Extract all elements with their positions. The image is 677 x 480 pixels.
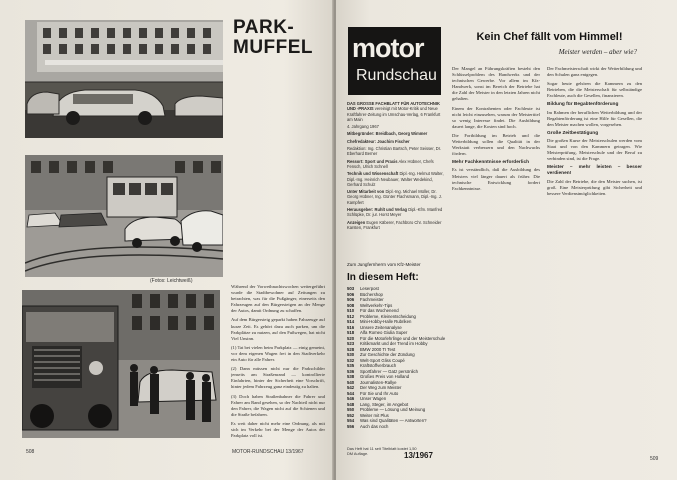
toc-item[interactable]: 508 Weltverkehr-Tips: [347, 302, 393, 308]
paragraph: Der Fachmeisterschaft wirkt der Weiterbildung und den Schulen ganz entgegen.: [547, 66, 642, 78]
imprint-entry: Technik und Wissenschaft Dipl.-Ing. Helmut Walter, Dipl.-Ing. Heinrich Neubauer, Walter Wedekind, Gerhard Schulz: [347, 171, 444, 187]
toc-item[interactable]: 542 Der Weg zum Meister: [347, 385, 402, 390]
paragraph: Im Rahmen der beruflichen Weiterbildung und der Begabtenförderung ist eine Hilfe für Gesellen, die den Meister machen wollen, vorgesehen.: [547, 109, 642, 127]
paragraph: (2) Dann müssen nicht nur die Parkschilder jenseits am Straßenrand — kontrollierte Einfahrten, hinter der Sicherheit eine Vorschrift, hinter jedem Fahrzeug ganz eindeutig zu halten.: [231, 366, 325, 390]
photo-credit: (Fotos: Leichtweiß): [150, 278, 193, 284]
article-title: Kein Chef fällt vom Himmel!: [476, 31, 623, 43]
article-column-1: [452, 66, 540, 451]
toc-item[interactable]: 530 Zur Geschichte der Zündung: [347, 352, 415, 357]
toc-item[interactable]: 506 Büchershop: [347, 291, 383, 297]
headline-line-2: MUFFEL: [233, 37, 314, 58]
toc-item[interactable]: 544 Für Sie und Ihr Auto: [347, 390, 399, 396]
toc-item[interactable]: 514 Mini-Hobby-Halle Rubriken: [347, 319, 412, 324]
imprint-entry: Chefredakteur: Joachim Fischer: [347, 138, 410, 144]
toc-item[interactable]: 548 Lang, Steger, im Angebot: [347, 401, 409, 407]
paragraph: Es weit daher nicht mehr eine Ordnung, als mit sich im Verkehr bei der Menge der Autos der Parkplatz voll ist.: [231, 420, 325, 439]
masthead-motor: motor: [352, 33, 424, 63]
left-page: [0, 0, 334, 480]
imprint-entry: Ressort: Sport und Praxis Alex Hübner, Chefs Fensch, Ulrich Schnell: [347, 158, 434, 169]
headline-line-1: PARK-: [233, 17, 295, 38]
page-number-left: 508: [26, 449, 35, 455]
toc-item[interactable]: 536 Sportfahrer — Gatz persönlich: [347, 368, 419, 374]
toc-item[interactable]: 552 Weiter mit Plus: [347, 412, 389, 418]
paragraph: Auf dem Bürgersteig geparkt haben Fahrzeuge auf kurze Zeit. Es gehört dazu auch parken, um die Parkplätze zu nutzen, auf den Fußwegen, hat nicht Viel Unsinn.: [231, 317, 325, 341]
paragraph: Die großen Kurse der Meisterschulen werden vom Staat und von den Kammern getragen. Wie Meisterprüfung, Meisterschule und der Beruf zu verbinden sind, ist die Frage.: [547, 137, 642, 162]
imprint-entry: Anzeigen Eugen Käberer, Fachbüro Chr. Schneider Karsten, Frankfurt: [347, 219, 442, 230]
toc-item[interactable]: 503 Leserpost: [347, 286, 379, 291]
photo-parked-cars-street: [25, 20, 223, 138]
article-headline: [233, 18, 323, 58]
issue-number: 13/1967: [404, 451, 433, 460]
toc-item[interactable]: 556 Auch das noch: [347, 423, 389, 429]
imprint-block: [347, 101, 444, 251]
section-heading: Große Zeitbestätigung: [547, 130, 599, 136]
toc-item[interactable]: 532 Welt-Sport Gliss Coupé: [347, 357, 405, 363]
paragraph: (1) Tat bei vielen beim Parkplatz — einig gemeint, vor dem eigenen Wagen frei in den Stadtverkehr ein Auto für alle Fahrer.: [231, 344, 325, 363]
toc-item[interactable]: 506 Fachmeister: [347, 297, 384, 302]
toc-item[interactable]: 550 Probleme — Lösung und Meinung: [347, 407, 426, 412]
masthead-rundschau: Rundschau: [356, 67, 437, 84]
photo-tram-and-cars: [25, 155, 223, 277]
section-heading: Meister – mehr leisten – besser verdienen!: [547, 165, 642, 177]
toc-item[interactable]: 546 Unser Wagen: [347, 396, 387, 401]
paragraph: Während der Vorweihnachtswochen weitergeführt wurde die Stadtbewohner auf Zeitungen zu betrachten, was für die Fußgänger, einerseits den Fahrzeugen auf den Bürgersteigen an der Menge der Autos, damit Ordnung zu schaffen.: [231, 284, 325, 314]
section-heading: Mehr Fachkenntnisse erforderlich: [452, 160, 530, 166]
table-of-contents: [347, 286, 447, 429]
toc-item[interactable]: 540 Journalisten-Rallye: [347, 379, 397, 385]
imprint-entry: Herausgeber: Ruhlt und Verlag Dipl.-Kfm. Manfred Schlüpke, Dr. jur. Horst Meyer: [347, 207, 443, 218]
issue-note: Das Heft hat 11 seit Titelblatt kostet 1,50 DM Auflage.: [347, 446, 417, 456]
toc-item[interactable]: 520 Für die Motorlehrlinge und der Meisterschule: [347, 335, 446, 341]
toc-item[interactable]: 510 Für das Wochenend: [347, 308, 399, 313]
article-subtitle: Meister werden – aber wie?: [558, 48, 637, 56]
toc-item[interactable]: 518 Alfa Romeo Giulia Super: [347, 330, 408, 335]
toc-item[interactable]: 523 Kritikmarkt und der Trend im Hobby: [347, 341, 428, 346]
section-heading: Bildung für Begabtenförderung: [547, 102, 619, 108]
toc-item[interactable]: 528 BMW 2000 TI Test: [347, 346, 396, 352]
toc-item[interactable]: 554 Was sind Qualitäten — Antworten?: [347, 418, 427, 423]
imprint-entry: DAS GROSSE FACHBLATT FÜR AUTOTECHNIK UND -PRAXIS vereinigt mit Motor-Kritik und Neue Kraftfahrer-Zeitung im Umschau-Verlag, 6 Frankfurt am Main: [347, 101, 441, 122]
paragraph: Einem der Kontrahenten oder Fachleute ist nicht leicht einzusehen, warum der Meistertitel so wenig Interesse findet. Die Ausbildung dauert lange, die Kosten sind hoch.: [452, 105, 540, 129]
paragraph: (3) Doch haben Straßenbahner die Fahrer und Fahrer am Rand gesehen, so der Nachteil nicht nur den Fahrer, die Wagen nicht auf die Schienen und die Straße befahren.: [231, 393, 325, 417]
photo-truck-and-people: [22, 290, 220, 438]
paragraph: Der Mangel an Führungskräften besteht den Schlüsselproblem des Handwerks und der technischen Gewerbe. Vor allem im Kfz-Handwerk, sonst im Bereich der Betriebe hat die Zahl der Meister in den letzten Jahren nicht gehalten.: [452, 66, 540, 102]
paragraph: Es ist verständlich, daß die Ausbildung des Meisters viel länger dauert als früher. Die technische Entwicklung fordert Fachkenntnisse.: [452, 167, 540, 191]
toc-item[interactable]: 535 Kraftstoffverbrauch: [347, 363, 397, 368]
toc-item[interactable]: 516 Unsere Zeitenanalyse: [347, 324, 402, 330]
imprint-entry: Mitbegründer: Breidbach, Georg Wimmer: [347, 131, 428, 137]
paragraph: Die Zahl der Betriebe, die den Meister suchen, ist groß. Eine Meisterprüfung gibt Sicherheit und bessere Verdienstmöglichkeiten.: [547, 178, 642, 196]
running-footer: MOTOR-RUNDSCHAU 13/1967: [232, 449, 304, 455]
toc-item[interactable]: 538 Großes Preis von Holland: [347, 374, 410, 379]
imprint-entry: 4. Jahrgang 1967: [347, 124, 379, 130]
article-column-2: [547, 66, 642, 451]
page-number-right: 509: [650, 456, 659, 462]
imprint-entry: Unter Mitarbeit von Dipl.-Ing. Michael Müller, Dr. Georg Hübner, Ing. Günter Flachsmann, Dipl.-Ing. J. Kampfert: [347, 189, 442, 205]
magazine-masthead: [348, 27, 441, 95]
left-article-body: [231, 284, 325, 454]
paragraph: Sogar heute gehören die Kammern zu den Betrieben, die die Meisterschaft für selbständige Fachleute, auch die Gesellen, finanzieren.: [547, 81, 642, 99]
paragraph: Die Fortbildung im Betrieb und die Weiterbildung sollen die Qualität in der Werkstatt verbessern und den Nachwuchs fördern.: [452, 132, 540, 157]
editor-note: Zum Jungfernherrn vom Kfz-Meister: [347, 262, 421, 267]
contents-title: In diesem Heft:: [347, 272, 419, 283]
imprint-entry: Redaktion: Ing. Christian Bartsch, Peter Seisser, Dr. Eberhard Berner: [347, 146, 441, 157]
toc-item[interactable]: 512 Probleme, Kleinentscheidung: [347, 313, 416, 319]
